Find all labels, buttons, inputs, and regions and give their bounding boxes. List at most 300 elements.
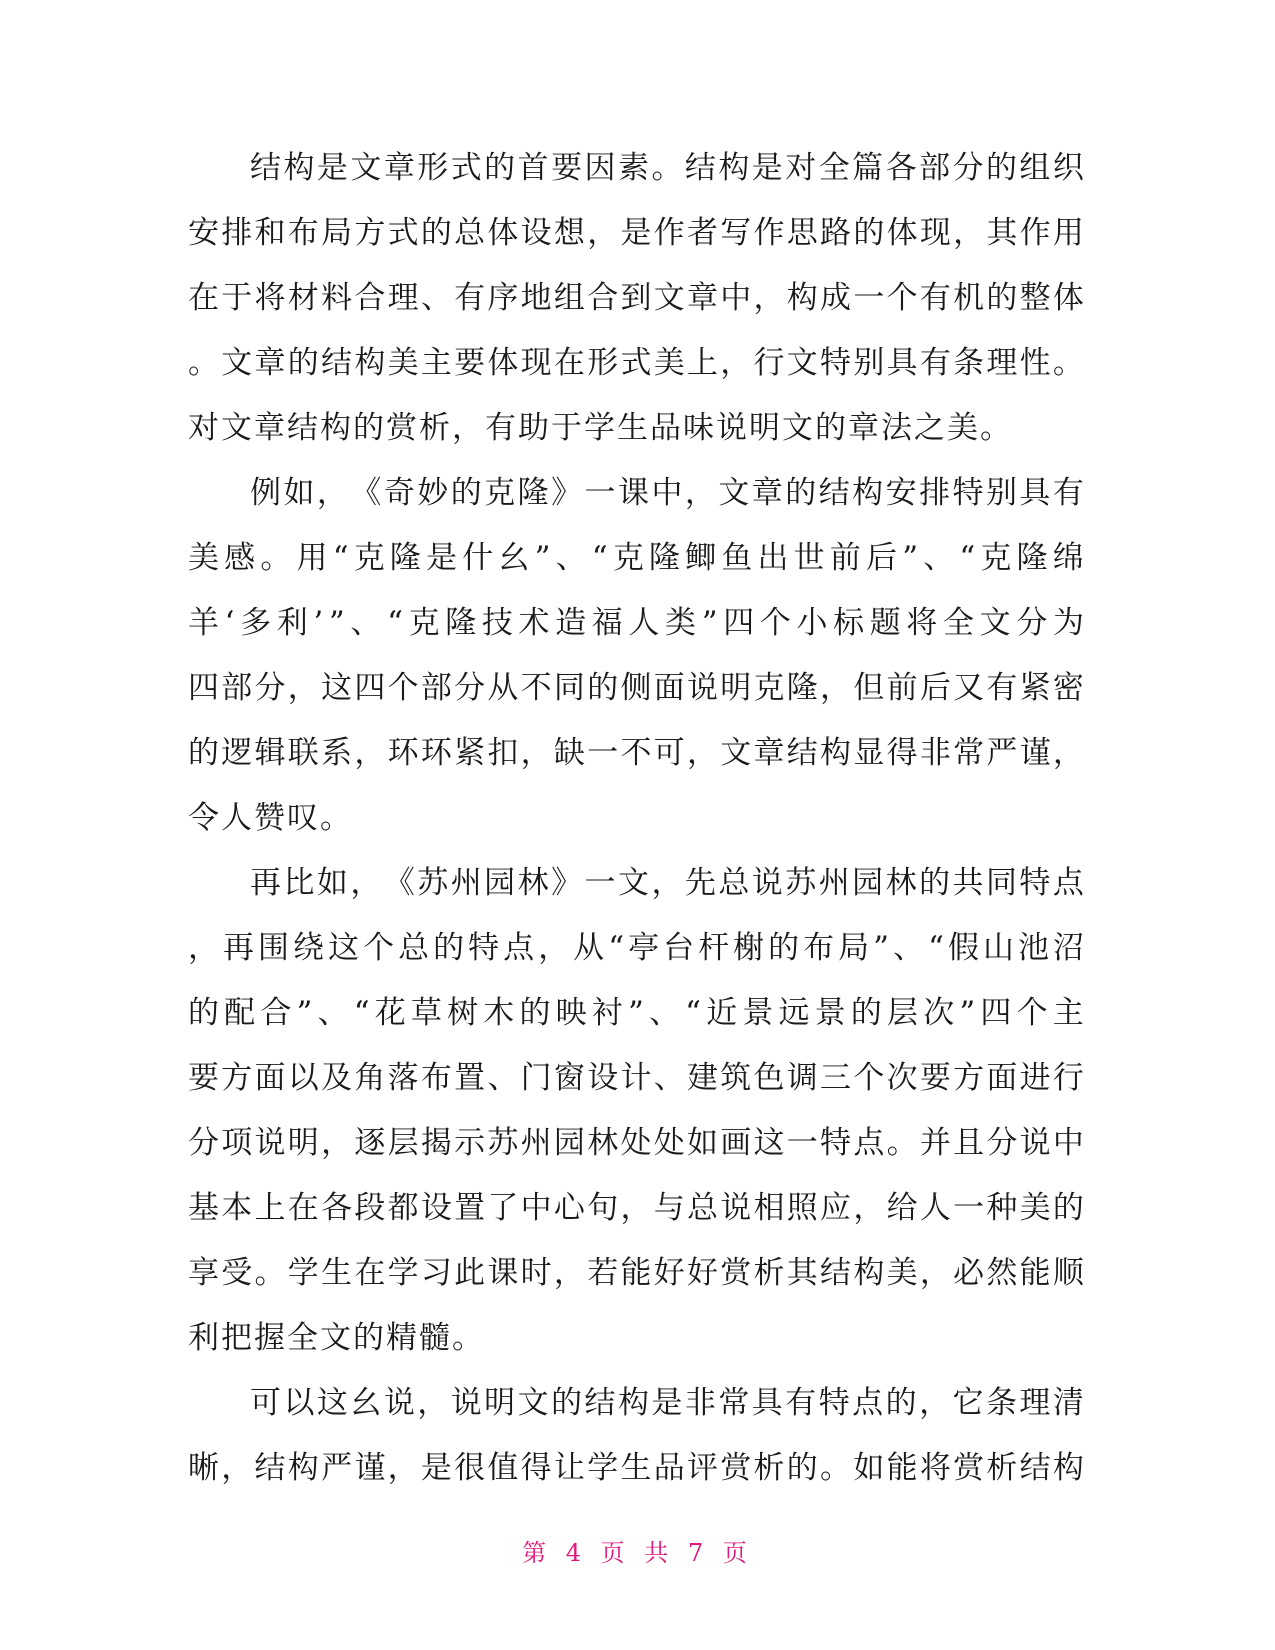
text-char: 的 xyxy=(587,670,621,706)
text-char: 理 xyxy=(387,280,421,316)
text-char: 色 xyxy=(753,1060,787,1096)
text-char: 隆 xyxy=(389,540,423,576)
text-char: 画 xyxy=(720,1125,754,1161)
text-char: 特 xyxy=(952,475,986,511)
text-char: 共 xyxy=(952,865,986,901)
text-char: 后 xyxy=(866,540,900,576)
text-char: 文 xyxy=(617,865,651,901)
text-char: 有 xyxy=(919,280,953,316)
text-char: 能 xyxy=(620,1255,654,1291)
text-char: 组 xyxy=(1019,150,1053,186)
text-char: 台 xyxy=(663,930,697,966)
text-line xyxy=(188,201,1086,266)
text-char: 草 xyxy=(410,995,444,1031)
text-char: 幺 xyxy=(350,1385,384,1421)
text-char: 好 xyxy=(653,1255,687,1291)
text-char: ” xyxy=(873,930,892,966)
text-char: 结 xyxy=(321,345,355,381)
text-char: 的 xyxy=(919,865,953,901)
text-char: 》 xyxy=(551,865,585,901)
text-char: ， xyxy=(350,865,384,901)
text-char: 州 xyxy=(450,865,484,901)
text-char: 照 xyxy=(786,1190,820,1226)
text-char: 特 xyxy=(818,1385,852,1421)
text-char: ， xyxy=(553,1255,587,1291)
text-char: 对 xyxy=(785,150,819,186)
text-char: 路 xyxy=(820,215,854,251)
text-char: 很 xyxy=(454,1450,488,1486)
text-char: ， xyxy=(354,735,388,771)
text-char: 结 xyxy=(250,150,283,186)
text-char: 次 xyxy=(886,1060,920,1096)
text-char: 文 xyxy=(786,345,820,381)
text-char: 羊 xyxy=(188,605,221,641)
text-char: 但 xyxy=(853,670,887,706)
text-char: 从 xyxy=(573,930,607,966)
text-char: 并 xyxy=(919,1125,953,1161)
text-char: 隆 xyxy=(445,605,479,641)
text-char: 部 xyxy=(919,150,953,186)
text-char: 什 xyxy=(462,540,496,576)
text-char: 种 xyxy=(986,1190,1020,1226)
text-char: 有 xyxy=(919,345,953,381)
text-char: 设 xyxy=(520,215,554,251)
text-char: 晰 xyxy=(188,1450,221,1486)
text-char: 全 xyxy=(818,150,852,186)
text-char: 享 xyxy=(188,1255,221,1291)
text-char: 的 xyxy=(986,280,1020,316)
text-char: 辑 xyxy=(254,735,288,771)
text-char: 组 xyxy=(553,280,587,316)
text-char: 这 xyxy=(321,670,355,706)
text-char: 给 xyxy=(886,1190,920,1226)
text-char: 有 xyxy=(785,1385,819,1421)
text-char: 合 xyxy=(587,280,621,316)
text-char: 的 xyxy=(853,215,887,251)
text-char: 的 xyxy=(551,1385,585,1421)
text-char: 结 xyxy=(254,1450,288,1486)
text-char: 四 xyxy=(354,670,388,706)
text-char: 体 xyxy=(487,345,521,381)
text-char: 层 xyxy=(887,995,921,1031)
text-char: 的 xyxy=(519,995,553,1031)
text-char: 可 xyxy=(250,1385,283,1421)
text-char: 值 xyxy=(487,1450,521,1486)
text-char: 理 xyxy=(986,345,1020,381)
text-char: ， xyxy=(919,1255,953,1291)
text-char: 州 xyxy=(520,1125,554,1161)
text-char: ， xyxy=(620,1190,654,1226)
text-char: 具 xyxy=(886,345,920,381)
text-char: 是 xyxy=(620,215,654,251)
text-char: 文 xyxy=(517,1385,551,1421)
text-char: ， xyxy=(287,670,321,706)
text-char: 系 xyxy=(321,735,355,771)
text-char: 作 xyxy=(1019,215,1053,251)
text-char: 顺 xyxy=(1052,1255,1086,1291)
text-char: 将 xyxy=(906,605,940,641)
text-char: 隆 xyxy=(648,540,682,576)
text-char: 现 xyxy=(919,215,953,251)
text-char: 紧 xyxy=(454,735,488,771)
text-char: 谨 xyxy=(354,1450,388,1486)
text-char: ， xyxy=(316,475,350,511)
text-char: 织 xyxy=(1052,150,1086,186)
text-char: 林 xyxy=(587,1125,621,1161)
text-char: 美 xyxy=(886,1255,920,1291)
text-char: 体 xyxy=(886,215,920,251)
text-char: 一 xyxy=(953,1190,987,1226)
text-char: 、 xyxy=(648,995,682,1031)
text-char: 得 xyxy=(520,1450,554,1486)
text-line xyxy=(188,136,1086,201)
text-char: 环 xyxy=(387,735,421,771)
text-char: 常 xyxy=(953,735,987,771)
text-char: 这 xyxy=(753,1125,787,1161)
text-char: 世 xyxy=(793,540,827,576)
text-char: 上 xyxy=(254,1190,288,1226)
text-char: ， xyxy=(221,1450,255,1486)
text-char: 苏 xyxy=(487,1125,521,1161)
text-char: 点 xyxy=(853,1125,887,1161)
text-char: 扣 xyxy=(487,735,521,771)
text-char: 美 xyxy=(1019,1190,1053,1226)
text-char: 课 xyxy=(487,1255,521,1291)
text-char: 如 xyxy=(853,1450,887,1486)
text-char: “ xyxy=(685,995,704,1031)
text-char: 如 xyxy=(686,1125,720,1161)
text-char: 个 xyxy=(387,670,421,706)
text-char: 、 xyxy=(653,1060,687,1096)
text-char: 具 xyxy=(751,1385,785,1421)
text-char: 克 xyxy=(484,475,518,511)
text-char: 《 xyxy=(350,475,384,511)
text-char: 面 xyxy=(254,1060,288,1096)
text-char: 再 xyxy=(250,865,283,901)
text-char: 处 xyxy=(620,1125,654,1161)
text-char: “ xyxy=(387,605,405,641)
text-line xyxy=(188,1176,1086,1241)
text-char: 理 xyxy=(1019,1385,1053,1421)
text-char: 四 xyxy=(188,670,221,706)
text-char: ， xyxy=(587,215,621,251)
text-char: 苏 xyxy=(785,865,819,901)
text-char: ， xyxy=(188,930,221,966)
text-char: 的 xyxy=(786,1450,820,1486)
text-char: 体 xyxy=(1052,280,1086,316)
text-char: 逻 xyxy=(221,735,255,771)
text-char: 文 xyxy=(979,605,1013,641)
text-char: 合 xyxy=(354,280,388,316)
text-char: 句 xyxy=(587,1190,621,1226)
text-char: 鲫 xyxy=(685,540,719,576)
text-char: 、 xyxy=(317,995,351,1031)
text-char: 及 xyxy=(321,1060,355,1096)
text-char: 的 xyxy=(785,475,819,511)
text-char: 分 xyxy=(254,670,288,706)
text-char: 杆 xyxy=(698,930,732,966)
text-char: 个 xyxy=(853,1060,887,1096)
text-char: 总 xyxy=(454,215,488,251)
text-char: 假 xyxy=(947,930,981,966)
text-char: 布 xyxy=(420,1060,454,1096)
text-char: ， xyxy=(684,475,718,511)
text-char: 说 xyxy=(720,1190,754,1226)
text-char: 章 xyxy=(383,150,417,186)
text-char: 机 xyxy=(953,280,987,316)
text-char: 总 xyxy=(398,930,432,966)
text-char: 到 xyxy=(620,280,654,316)
text-char: 特 xyxy=(820,1125,854,1161)
text-char: 特 xyxy=(1019,865,1053,901)
text-char: ” xyxy=(534,540,553,576)
text-char: 个 xyxy=(363,930,397,966)
text-char: 必 xyxy=(953,1255,987,1291)
text-char: 联 xyxy=(287,735,321,771)
text-char: 构 xyxy=(354,345,388,381)
text-char: 前 xyxy=(886,670,920,706)
text-char: 生 xyxy=(620,1450,654,1486)
text-char: 总 xyxy=(686,1190,720,1226)
text-char: 《 xyxy=(383,865,417,901)
text-char: 写 xyxy=(720,215,754,251)
text-line xyxy=(188,1111,1086,1176)
text-char: 别 xyxy=(985,475,1019,511)
text-char: ， xyxy=(387,1450,421,1486)
text-char: 整 xyxy=(1019,280,1053,316)
text-line xyxy=(188,981,1086,1046)
text-char: 好 xyxy=(686,1255,720,1291)
text-char: 的 xyxy=(450,475,484,511)
text-char: ， xyxy=(919,1385,953,1421)
text-char: 构 xyxy=(283,150,317,186)
text-char: 明 xyxy=(484,1385,518,1421)
text-line xyxy=(188,1046,1086,1111)
text-char: 式 xyxy=(620,345,654,381)
text-char: ” xyxy=(296,995,315,1031)
text-char: 然 xyxy=(986,1255,1020,1291)
text-char: 课 xyxy=(617,475,651,511)
text-char: 技 xyxy=(481,605,515,641)
text-char: 、 xyxy=(555,540,589,576)
text-char: 形 xyxy=(587,345,621,381)
text-char: 是 xyxy=(651,1385,685,1421)
text-char: 的 xyxy=(985,150,1019,186)
text-char: 作 xyxy=(653,215,687,251)
text-char: 克 xyxy=(612,540,646,576)
text-char: 的 xyxy=(188,995,221,1031)
text-char: 隆 xyxy=(1016,540,1050,576)
text-char: 结 xyxy=(786,735,820,771)
text-char: “ xyxy=(608,930,627,966)
text-char: 于 xyxy=(221,280,255,316)
text-char: 沼 xyxy=(1052,930,1086,966)
text-char: 非 xyxy=(919,735,953,771)
text-line xyxy=(188,266,1086,331)
text-char: 在 xyxy=(354,1255,388,1291)
text-char: 木 xyxy=(483,995,517,1031)
text-char: 州 xyxy=(818,865,852,901)
text-char: 调 xyxy=(786,1060,820,1096)
text-char: 说 xyxy=(254,1125,288,1161)
text-char: 是 xyxy=(426,540,460,576)
text-char: 可 xyxy=(653,735,687,771)
text-char: 个 xyxy=(886,280,920,316)
text-char: 主 xyxy=(420,345,454,381)
text-char: 人 xyxy=(919,1190,953,1226)
text-char: 远 xyxy=(778,995,812,1031)
text-char: 用 xyxy=(296,540,330,576)
text-char: 林 xyxy=(517,865,551,901)
text-char: ， xyxy=(1052,735,1086,771)
text-char: 明 xyxy=(720,670,754,706)
text-char: 景 xyxy=(742,995,776,1031)
text-char: 园 xyxy=(484,865,518,901)
text-char: 成 xyxy=(820,280,854,316)
text-char: 面 xyxy=(986,1060,1020,1096)
text-char: 段 xyxy=(354,1190,388,1226)
text-char: 式 xyxy=(387,215,421,251)
text-char: 赏 xyxy=(720,1255,754,1291)
text-char: 。 xyxy=(1052,345,1086,381)
text-char: 衬 xyxy=(591,995,625,1031)
text-char: 中 xyxy=(720,280,754,316)
text-char: “ xyxy=(332,540,351,576)
text-char: 一 xyxy=(587,735,621,771)
text-char: ‘ xyxy=(224,605,237,641)
text-char: 有 xyxy=(454,280,488,316)
text-char: 能 xyxy=(886,1450,920,1486)
text-char: 构 xyxy=(853,1255,887,1291)
text-char: 常 xyxy=(718,1385,752,1421)
text-char: 思 xyxy=(786,215,820,251)
text-char: 要 xyxy=(454,345,488,381)
text-char: 感 xyxy=(224,540,258,576)
text-char: 池 xyxy=(1017,930,1051,966)
text-char: 以 xyxy=(287,1060,321,1096)
text-char: 材 xyxy=(287,280,321,316)
text-char: 四 xyxy=(723,605,757,641)
text-char: 各 xyxy=(885,150,919,186)
text-char: 要 xyxy=(188,1060,221,1096)
text-char: 结 xyxy=(818,475,852,511)
text-char: 的 xyxy=(433,930,467,966)
text-line xyxy=(188,1436,1086,1501)
text-char: 篇 xyxy=(852,150,886,186)
text-char: 前 xyxy=(829,540,863,576)
text-char: 谨 xyxy=(1019,735,1053,771)
text-char: 评 xyxy=(686,1450,720,1486)
text-char: 克 xyxy=(753,670,787,706)
text-char: 构 xyxy=(1052,1450,1086,1486)
text-char: 分 xyxy=(952,150,986,186)
text-char: 美 xyxy=(653,345,687,381)
text-char: 部 xyxy=(420,670,454,706)
text-char: 式 xyxy=(450,150,484,186)
text-char: 和 xyxy=(254,215,288,251)
text-char: 生 xyxy=(321,1255,355,1291)
text-char: 从 xyxy=(487,670,521,706)
text-char: 美 xyxy=(188,540,221,576)
text-char: 说 xyxy=(383,1385,417,1421)
text-char: 分 xyxy=(1016,605,1050,641)
text-char: 一 xyxy=(584,475,618,511)
text-char: 克 xyxy=(353,540,387,576)
text-char: 克 xyxy=(408,605,442,641)
text-char: 严 xyxy=(321,1450,355,1486)
text-char: 计 xyxy=(620,1060,654,1096)
text-char: 在 xyxy=(188,280,221,316)
text-char: 特 xyxy=(468,930,502,966)
text-line: 对文章结构的赏析，有助于学生品味说明文的章法之美。 xyxy=(188,410,1013,446)
text-char: ” xyxy=(902,540,921,576)
text-char: 条 xyxy=(953,345,987,381)
text-char: ， xyxy=(753,280,787,316)
text-char: 安 xyxy=(885,475,919,511)
text-char: 序 xyxy=(487,280,521,316)
text-char: ， xyxy=(651,865,685,901)
text-char: 显 xyxy=(853,735,887,771)
text-char: 景 xyxy=(814,995,848,1031)
text-char: 美 xyxy=(387,345,421,381)
text-char: 揭 xyxy=(420,1125,454,1161)
text-char: 术 xyxy=(518,605,552,641)
text-char: 。 xyxy=(886,1125,920,1161)
text-char: 分 xyxy=(986,1125,1020,1161)
text-char: 为 xyxy=(1052,605,1086,641)
text-char: 。 xyxy=(820,1450,854,1486)
text-char: 落 xyxy=(387,1060,421,1096)
text-char: 性 xyxy=(1019,345,1053,381)
text-char: ， xyxy=(417,1385,451,1421)
text-char: 行 xyxy=(1052,1060,1086,1096)
text-char: 妙 xyxy=(417,475,451,511)
text-line xyxy=(188,656,1086,721)
text-char: 受 xyxy=(221,1255,255,1291)
text-char: 排 xyxy=(919,475,953,511)
text-char: 在 xyxy=(553,345,587,381)
text-char: 点 xyxy=(503,930,537,966)
text-char: 者 xyxy=(686,215,720,251)
text-char: 层 xyxy=(387,1125,421,1161)
text-line xyxy=(188,721,1086,786)
text-char: 比 xyxy=(283,865,317,901)
text-char: 结 xyxy=(684,150,718,186)
text-char: 如 xyxy=(316,865,350,901)
text-char: 清 xyxy=(1052,1385,1086,1421)
text-char: ” xyxy=(959,995,978,1031)
text-char: 构 xyxy=(718,150,752,186)
text-char: 项 xyxy=(221,1125,255,1161)
text-char: 一 xyxy=(786,1125,820,1161)
text-char: 排 xyxy=(221,215,255,251)
text-char: ， xyxy=(538,930,572,966)
text-char: 这 xyxy=(316,1385,350,1421)
text-char: 不 xyxy=(620,735,654,771)
text-char: 处 xyxy=(653,1125,687,1161)
text-char: 花 xyxy=(374,995,408,1031)
text-char: 说 xyxy=(450,1385,484,1421)
text-char: 园 xyxy=(852,865,886,901)
text-char: 置 xyxy=(454,1060,488,1096)
text-char: 赏 xyxy=(953,1450,987,1486)
text-char: 。 xyxy=(651,150,685,186)
text-char: 构 xyxy=(287,1450,321,1486)
text-char: 的 xyxy=(188,735,221,771)
text-char: 设 xyxy=(420,1190,454,1226)
text-char: 亭 xyxy=(628,930,662,966)
text-char: ， xyxy=(820,670,854,706)
